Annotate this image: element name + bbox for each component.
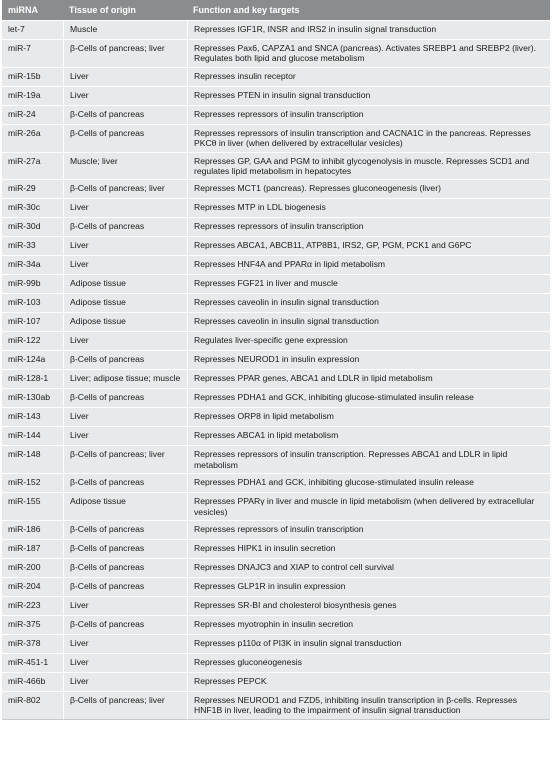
table-body [2, 20, 550, 720]
cell-mirna: let-7 [2, 20, 63, 39]
cell-mirna: miR-99b [2, 274, 63, 293]
table-row [2, 255, 550, 274]
cell-function: Represses NEUROD1 in insulin expression [187, 350, 550, 369]
cell-function: Represses NEUROD1 and FZD5, inhibiting insulin transcription in β-cells. Represses HNF1B in liver, leading to the impairment of insulin signal transduction [187, 691, 550, 720]
cell-function: Represses GLP1R in insulin expression [187, 577, 550, 596]
cell-tissue: Liver [63, 331, 187, 350]
cell-mirna: miR-144 [2, 426, 63, 445]
cell-mirna: miR-15b [2, 67, 63, 86]
cell-tissue: Liver [63, 255, 187, 274]
cell-tissue: Adipose tissue [63, 274, 187, 293]
cell-function: Represses insulin receptor [187, 67, 550, 86]
cell-mirna: miR-7 [2, 39, 63, 67]
cell-function: Represses ABCA1 in lipid metabolism [187, 426, 550, 445]
cell-tissue: Liver [63, 672, 187, 691]
table-row [2, 407, 550, 426]
cell-tissue: β-Cells of pancreas [63, 577, 187, 596]
mirna-table [2, 0, 550, 720]
cell-function: Represses repressors of insulin transcription. Represses ABCA1 and LDLR in lipid metabolism [187, 445, 550, 473]
cell-function: Represses ORP8 in lipid metabolism [187, 407, 550, 426]
cell-function: Represses DNAJC3 and XIAP to control cell survival [187, 558, 550, 577]
cell-tissue: Liver [63, 86, 187, 105]
table-row [2, 39, 550, 67]
cell-function: Represses FGF21 in liver and muscle [187, 274, 550, 293]
table-row [2, 492, 550, 520]
table-row [2, 350, 550, 369]
cell-mirna: miR-24 [2, 105, 63, 124]
cell-tissue: Liver [63, 198, 187, 217]
table-row [2, 179, 550, 198]
cell-mirna: miR-27a [2, 152, 63, 180]
cell-tissue: β-Cells of pancreas; liver [63, 691, 187, 720]
cell-tissue: Liver [63, 67, 187, 86]
cell-function: Represses myotrophin in insulin secretion [187, 615, 550, 634]
cell-function: Represses caveolin in insulin signal transduction [187, 293, 550, 312]
table-row [2, 539, 550, 558]
table-row [2, 312, 550, 331]
cell-function: Represses GP, GAA and PGM to inhibit glycogenolysis in muscle. Represses SCD1 and regulates lipid metabolism in hepatocytes [187, 152, 550, 180]
table-row [2, 67, 550, 86]
header-tissue: Tissue of origin [63, 0, 187, 20]
cell-mirna: miR-107 [2, 312, 63, 331]
cell-mirna: miR-34a [2, 255, 63, 274]
cell-mirna: miR-130ab [2, 388, 63, 407]
cell-tissue: Liver [63, 236, 187, 255]
cell-tissue: β-Cells of pancreas [63, 217, 187, 236]
cell-mirna: miR-186 [2, 520, 63, 539]
cell-function: Represses p110α of PI3K in insulin signal transduction [187, 634, 550, 653]
cell-mirna: miR-19a [2, 86, 63, 105]
cell-mirna: miR-152 [2, 473, 63, 492]
cell-function: Represses ABCA1, ABCB11, ATP8B1, IRS2, GP, PGM, PCK1 and G6PC [187, 236, 550, 255]
cell-tissue: Adipose tissue [63, 312, 187, 331]
table-row [2, 236, 550, 255]
cell-tissue: Liver [63, 407, 187, 426]
cell-tissue: β-Cells of pancreas [63, 350, 187, 369]
table-row [2, 653, 550, 672]
cell-function: Represses PEPCK [187, 672, 550, 691]
cell-function: Represses repressors of insulin transcription [187, 105, 550, 124]
cell-function: Represses repressors of insulin transcription [187, 217, 550, 236]
cell-tissue: β-Cells of pancreas [63, 124, 187, 152]
cell-function: Regulates liver-specific gene expression [187, 331, 550, 350]
cell-tissue: β-Cells of pancreas [63, 558, 187, 577]
table-row [2, 331, 550, 350]
cell-tissue: β-Cells of pancreas [63, 539, 187, 558]
table-row [2, 105, 550, 124]
cell-tissue: β-Cells of pancreas; liver [63, 445, 187, 473]
cell-tissue: β-Cells of pancreas; liver [63, 179, 187, 198]
cell-function: Represses HIPK1 in insulin secretion [187, 539, 550, 558]
cell-mirna: miR-187 [2, 539, 63, 558]
cell-mirna: miR-378 [2, 634, 63, 653]
cell-tissue: Muscle; liver [63, 152, 187, 180]
table-row [2, 369, 550, 388]
header-function: Function and key targets [187, 0, 550, 20]
table-row [2, 198, 550, 217]
cell-tissue: Liver [63, 634, 187, 653]
table-row [2, 577, 550, 596]
cell-tissue: Adipose tissue [63, 492, 187, 520]
table-row [2, 86, 550, 105]
cell-mirna: miR-122 [2, 331, 63, 350]
cell-tissue: Liver [63, 596, 187, 615]
cell-mirna: miR-30d [2, 217, 63, 236]
cell-tissue: β-Cells of pancreas [63, 615, 187, 634]
cell-mirna: miR-30c [2, 198, 63, 217]
table-row [2, 20, 550, 39]
cell-function: Represses Pax6, CAPZA1 and SNCA (pancreas). Activates SREBP1 and SREBP2 (liver). Regulates both lipid and glucose metabolism [187, 39, 550, 67]
table-row [2, 217, 550, 236]
cell-tissue: Liver [63, 426, 187, 445]
cell-function: Represses MTP in LDL biogenesis [187, 198, 550, 217]
table-row [2, 124, 550, 152]
cell-tissue: Liver [63, 653, 187, 672]
cell-function: Represses PDHA1 and GCK, inhibiting glucose-stimulated insulin release [187, 473, 550, 492]
table-row [2, 691, 550, 720]
table-row [2, 634, 550, 653]
cell-mirna: miR-29 [2, 179, 63, 198]
cell-mirna: miR-103 [2, 293, 63, 312]
cell-function: Represses PPAR genes, ABCA1 and LDLR in lipid metabolism [187, 369, 550, 388]
cell-mirna: miR-124a [2, 350, 63, 369]
cell-function: Represses HNF4A and PPARα in lipid metabolism [187, 255, 550, 274]
table-row [2, 520, 550, 539]
cell-mirna: miR-26a [2, 124, 63, 152]
cell-function: Represses repressors of insulin transcription and CACNA1C in the pancreas. Represses PKCθ in liver (when delivered by extracellular vesicles) [187, 124, 550, 152]
header-mirna: miRNA [2, 0, 63, 20]
table-row [2, 615, 550, 634]
table-row [2, 473, 550, 492]
cell-mirna: miR-466b [2, 672, 63, 691]
cell-function: Represses PTEN in insulin signal transduction [187, 86, 550, 105]
cell-function: Represses MCT1 (pancreas). Represses gluconeogenesis (liver) [187, 179, 550, 198]
cell-tissue: Adipose tissue [63, 293, 187, 312]
cell-function: Represses IGF1R, INSR and IRS2 in insulin signal transduction [187, 20, 550, 39]
table-row [2, 293, 550, 312]
cell-mirna: miR-200 [2, 558, 63, 577]
cell-tissue: β-Cells of pancreas; liver [63, 39, 187, 67]
table-row [2, 152, 550, 180]
cell-function: Represses PDHA1 and GCK, inhibiting glucose-stimulated insulin release [187, 388, 550, 407]
cell-mirna: miR-375 [2, 615, 63, 634]
table-row [2, 274, 550, 293]
table-row [2, 596, 550, 615]
cell-mirna: miR-204 [2, 577, 63, 596]
table-row [2, 388, 550, 407]
cell-function: Represses caveolin in insulin signal transduction [187, 312, 550, 331]
cell-function: Represses SR-BI and cholesterol biosynthesis genes [187, 596, 550, 615]
cell-tissue: β-Cells of pancreas [63, 520, 187, 539]
cell-mirna: miR-155 [2, 492, 63, 520]
cell-tissue: β-Cells of pancreas [63, 473, 187, 492]
cell-tissue: β-Cells of pancreas [63, 105, 187, 124]
cell-mirna: miR-223 [2, 596, 63, 615]
cell-mirna: miR-148 [2, 445, 63, 473]
cell-mirna: miR-143 [2, 407, 63, 426]
table-row [2, 672, 550, 691]
cell-function: Represses repressors of insulin transcription [187, 520, 550, 539]
cell-mirna: miR-33 [2, 236, 63, 255]
table-row [2, 558, 550, 577]
cell-tissue: Liver; adipose tissue; muscle [63, 369, 187, 388]
cell-function: Represses gluconeogenesis [187, 653, 550, 672]
cell-mirna: miR-451-1 [2, 653, 63, 672]
table-row [2, 445, 550, 473]
cell-function: Represses PPARγ in liver and muscle in lipid metabolism (when delivered by extracellular vesicles) [187, 492, 550, 520]
cell-mirna: miR-128-1 [2, 369, 63, 388]
cell-tissue: β-Cells of pancreas [63, 388, 187, 407]
cell-tissue: Muscle [63, 20, 187, 39]
table-header-row [2, 0, 550, 20]
table-row [2, 426, 550, 445]
cell-mirna: miR-802 [2, 691, 63, 720]
